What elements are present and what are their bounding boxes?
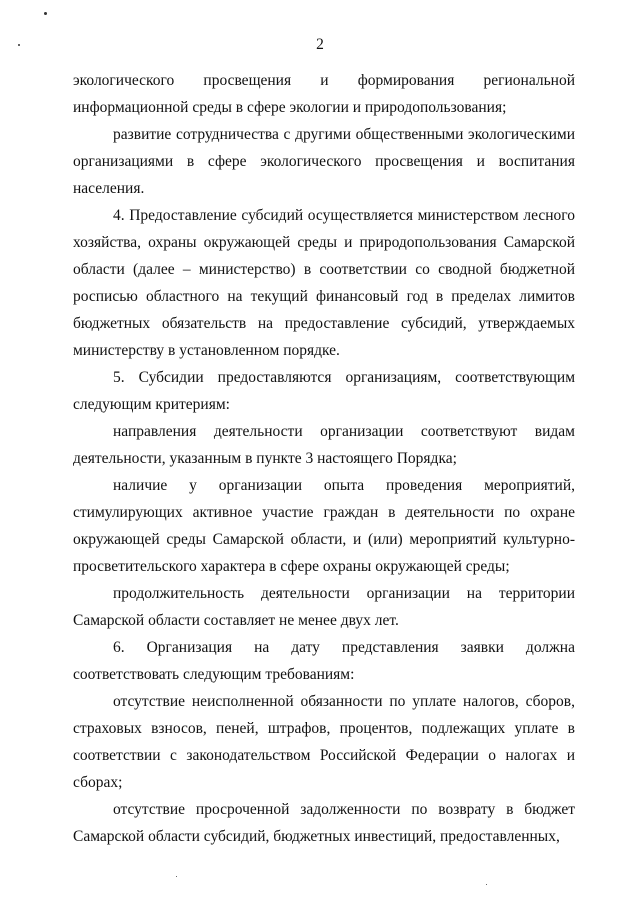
paragraph-4: 5. Субсидии предоставляются организациям, соответствующим следующим критериям: [73, 369, 575, 413]
paragraph-9: отсутствие неисполненной обязанности по уплате налогов, сборов, страховых взносов, пеней, штрафов, процентов, подлежащих уплате в соответствии с законодательством Российской Федерации о налогах и сборах; [73, 693, 575, 791]
scan-speck [176, 876, 177, 877]
paragraph-3: 4. Предоставление субсидий осуществляется министерством лесного хозяйства, охраны окружающей среды и природопользования Самарской области (далее – министерство) в соответствии со сводной бюджетной росписью областного на текущий финансовый год в пределах лимитов бюджетных обязательств на предоставление субсидий, утверждаемых министерству в установленном порядке. [73, 207, 575, 359]
paragraph-7: продолжительность деятельности организации на территории Самарской области составляет не менее двух лет. [73, 585, 575, 629]
scan-speck [44, 12, 47, 15]
paragraph-10: отсутствие просроченной задолженности по возврату в бюджет Самарской области субсидий, бюджетных инвестиций, предоставленных, [73, 801, 575, 845]
paragraph-1: экологического просвещения и формирования региональной информационной среды в сфере экологии и природопользования; [73, 72, 575, 116]
paragraph-8: 6. Организация на дату представления заявки должна соответствовать следующим требованиям: [73, 639, 575, 683]
scan-speck [486, 884, 487, 885]
document-body [73, 67, 575, 850]
scan-speck [18, 44, 20, 46]
paragraph-5: направления деятельности организации соответствуют видам деятельности, указанным в пункте 3 настоящего Порядка; [73, 423, 575, 467]
page-number: 2 [316, 36, 324, 53]
paragraph-2: развитие сотрудничества с другими общественными экологическими организациями в сфере экологического просвещения и воспитания населения. [73, 126, 575, 197]
paragraph-6: наличие у организации опыта проведения мероприятий, стимулирующих активное участие граждан в деятельности по охране окружающей среды Самарской области, и (или) мероприятий культурно-просветительского характера в сфере охраны окружающей среды; [73, 477, 575, 575]
